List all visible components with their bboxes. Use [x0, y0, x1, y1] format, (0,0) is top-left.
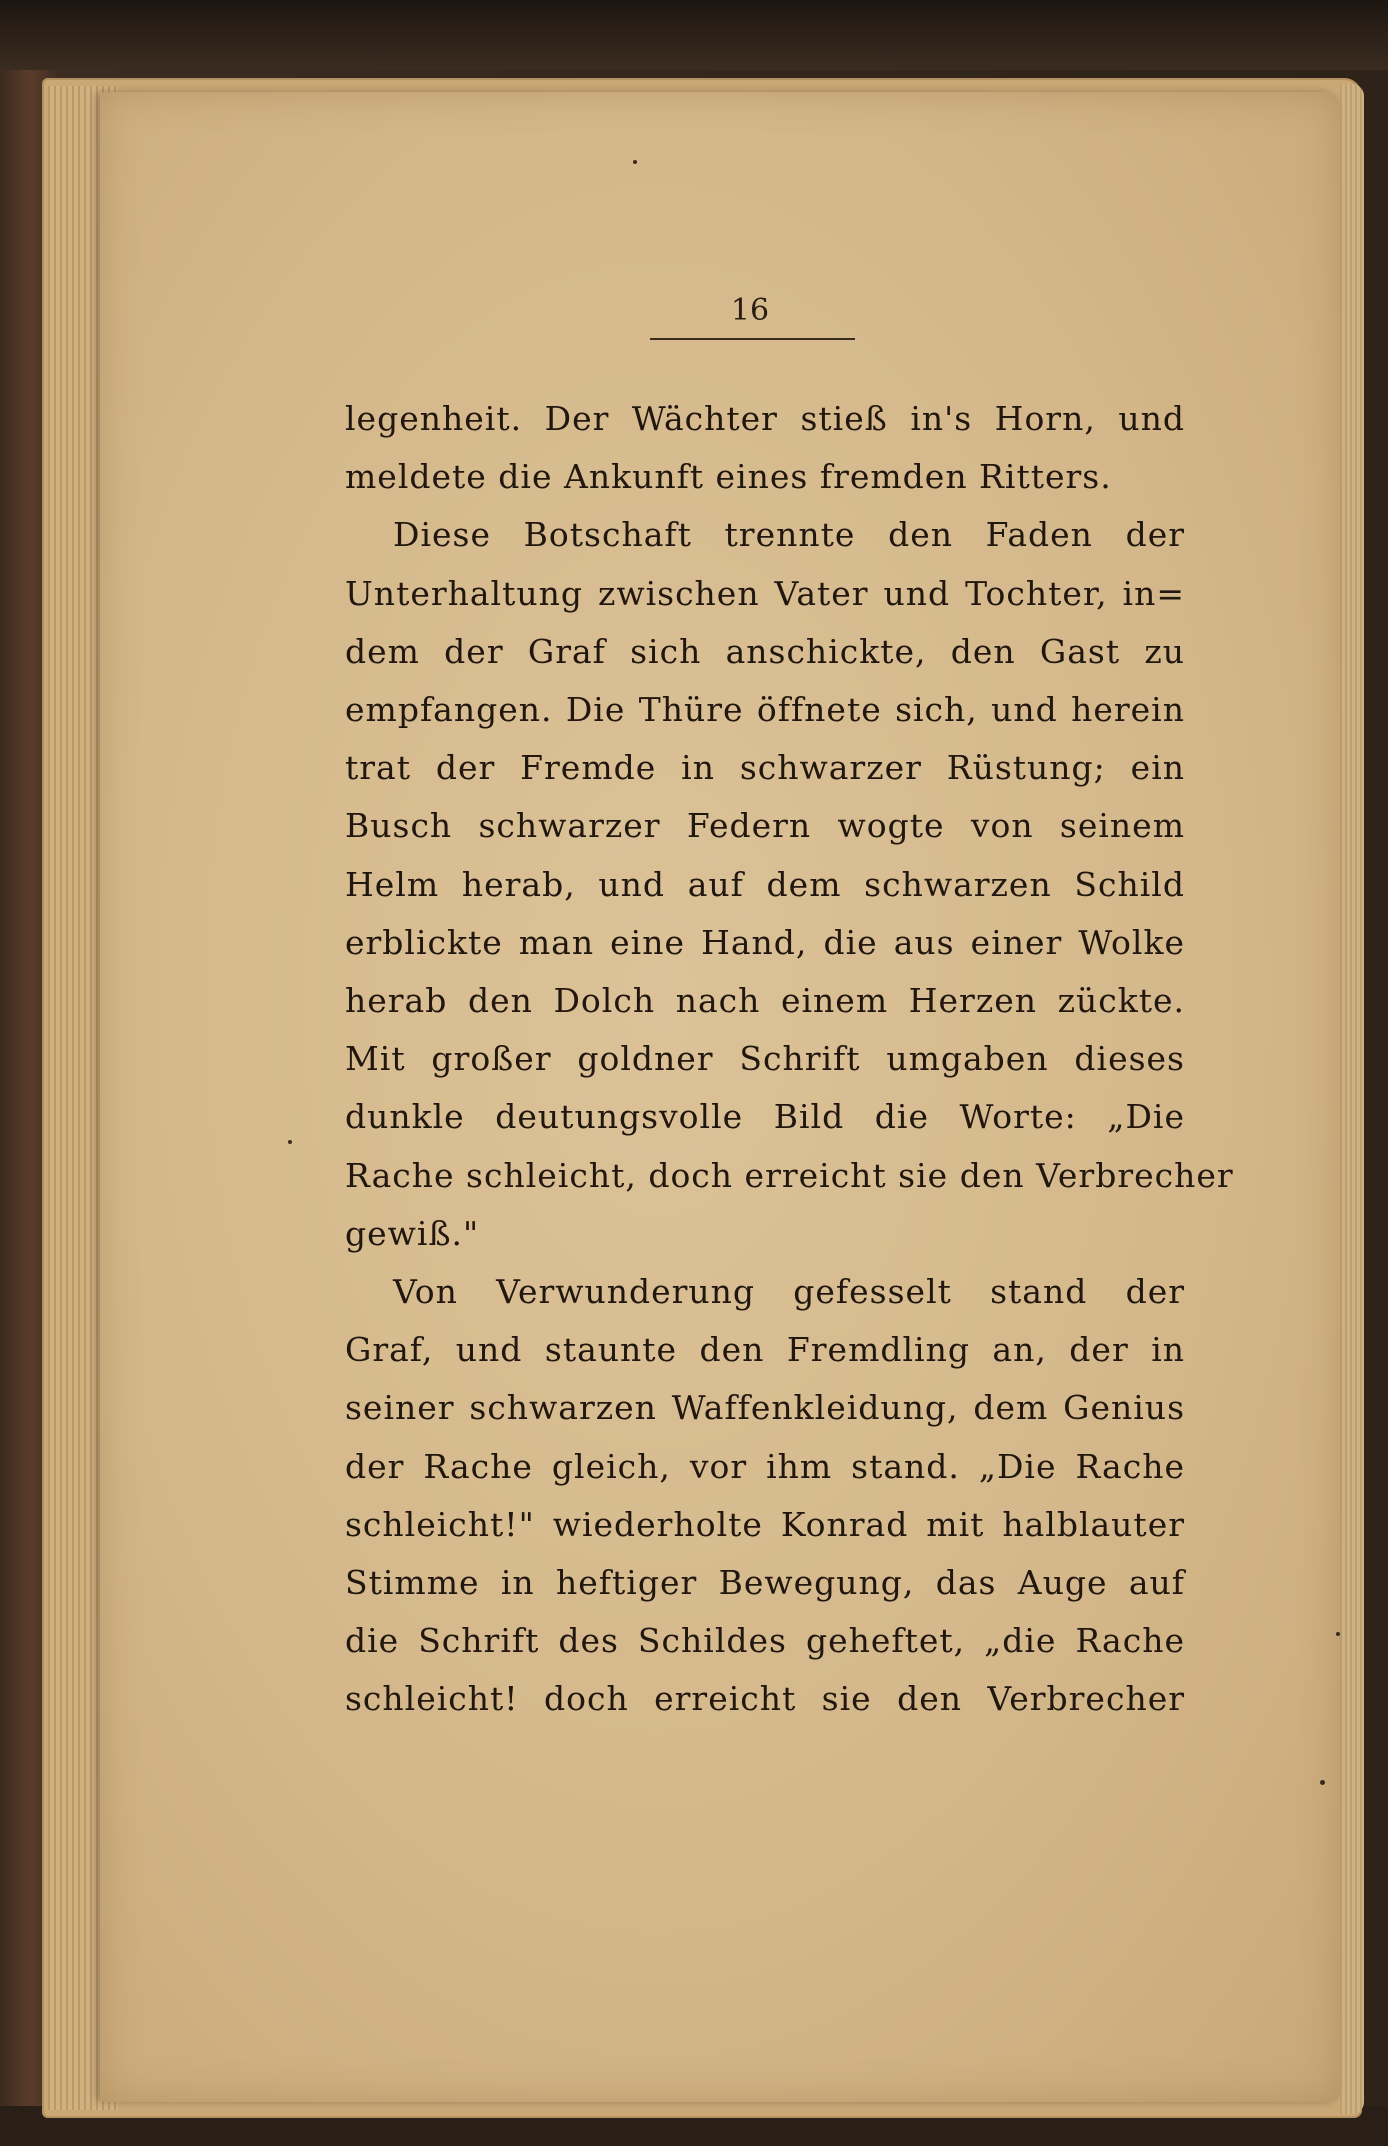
- text-line: Stimme in heftiger Bewegung, das Auge auf: [345, 1563, 1185, 1603]
- text-line: herab den Dolch nach einem Herzen zückte.: [345, 981, 1185, 1021]
- text-line: Graf, und staunte den Fremdling an, der in: [345, 1330, 1185, 1370]
- text-line: Von Verwunderung gefesselt stand der: [393, 1272, 1185, 1312]
- text-line: legenheit. Der Wächter stieß in's Horn, und: [345, 399, 1185, 438]
- text-line: Diese Botschaft trennte den Faden der: [393, 515, 1185, 555]
- text-line: Rache schleicht, doch erreicht sie den Verbrecher: [345, 1155, 1234, 1195]
- text-line: trat der Fremde in schwarzer Rüstung; ein: [345, 748, 1185, 788]
- text-line: erblickte man eine Hand, die aus einer Wolke: [345, 922, 1185, 962]
- text-line: dem der Graf sich anschickte, den Gast zu: [345, 631, 1185, 671]
- text-line: schleicht! doch erreicht sie den Verbrecher: [345, 1679, 1185, 1719]
- body-text: [345, 390, 1234, 1729]
- text-line: die Schrift des Schildes geheftet, „die Rache: [345, 1621, 1185, 1661]
- page-fore-edge: [1340, 84, 1364, 2114]
- text-line: Helm herab, und auf dem schwarzen Schild: [345, 864, 1185, 904]
- text-line: dunkle deutungsvolle Bild die Worte: „Die: [345, 1097, 1185, 1137]
- page-number: 16: [730, 293, 770, 328]
- text-line: Busch schwarzer Federn wogte von seinem: [345, 806, 1185, 846]
- paper-speck: [633, 160, 637, 164]
- text-line: seiner schwarzen Waffenkleidung, dem Genius: [345, 1388, 1185, 1428]
- text-line: gewiß.": [345, 1213, 480, 1253]
- paper-speck: [1336, 1632, 1340, 1636]
- page-number-rule: [650, 338, 855, 340]
- text-line: empfangen. Die Thüre öffnete sich, und herein: [345, 690, 1185, 730]
- book-cover-top: [0, 0, 1388, 70]
- paper-speck: [288, 1140, 292, 1144]
- text-line: meldete die Ankunft eines fremden Ritters.: [345, 457, 1112, 497]
- text-line: Mit großer goldner Schrift umgaben dieses: [345, 1039, 1185, 1079]
- text-line: der Rache gleich, vor ihm stand. „Die Rache: [345, 1446, 1185, 1486]
- paper-speck: [1320, 1780, 1325, 1785]
- text-line: schleicht!" wiederholte Konrad mit halblauter: [345, 1504, 1185, 1544]
- text-line: Unterhaltung zwischen Vater und Tochter, in=: [345, 573, 1185, 613]
